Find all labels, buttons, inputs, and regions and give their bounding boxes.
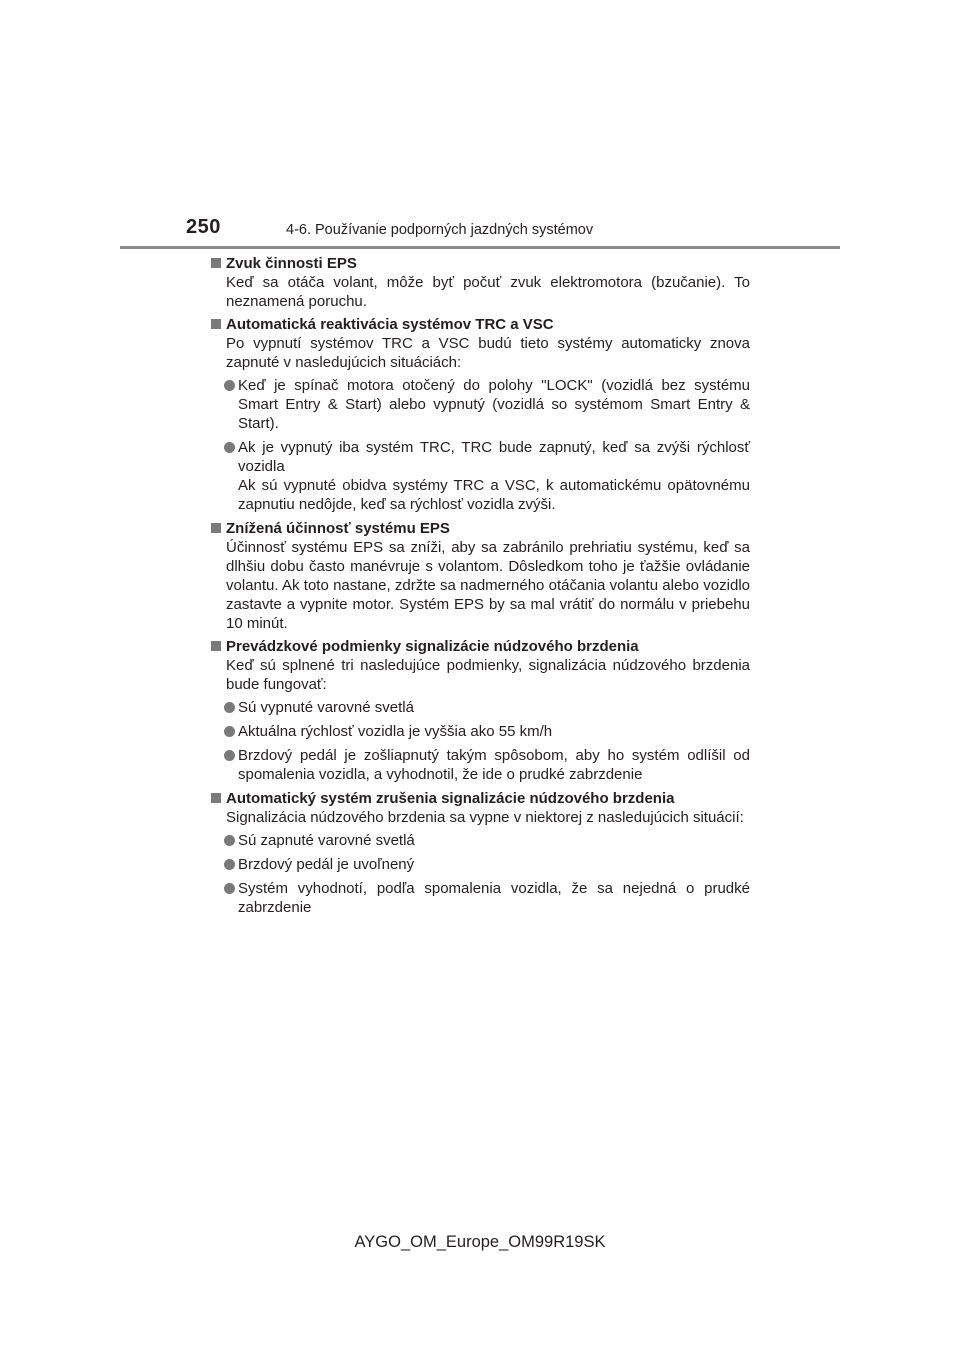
section-title: [210, 315, 750, 334]
section-paragraph: Účinnosť systému EPS sa zníži, aby sa zabránilo prehriatiu systému, keď sa dlhšiu dobu často manévruje s volantom. Dôsledkom toho je ťažšie ovládanie volantu. Ak toto nastane, zdržte sa nadmerného otáčania volantu alebo vozidlo zastavte a vypnite motor. Systém EPS by sa mal vrátiť do normálu v priebehu 10 minút.: [226, 539, 750, 632]
footer-doc-id: AYGO_OM_Europe_OM99R19SK: [354, 1233, 606, 1251]
circle-bullet-icon: [224, 702, 235, 713]
list-item-text: Keď je spínač motora otočený do polohy "LOCK" (vozidlá bez systému Smart Entry & Start) alebo vypnutý (vozidlá so systémom Smart Entry & Start).: [238, 377, 750, 432]
circle-bullet-icon: [224, 883, 235, 894]
section-title-text: Prevádzkové podmienky signalizácie núdzového brzdenia: [226, 638, 639, 655]
list-item: [210, 855, 750, 874]
list-item: [210, 376, 750, 433]
chapter-title: 4-6. Používanie podporných jazdných systémov: [286, 222, 594, 238]
page-content: [210, 254, 750, 922]
square-bullet-icon: [211, 319, 221, 329]
section-paragraph: Keď sa otáča volant, môže byť počuť zvuk elektromotora (bzučanie). To neznamená poruchu.: [226, 274, 750, 310]
section: [210, 789, 750, 917]
list-item-text: Aktuálna rýchlosť vozidla je vyššia ako 55 km/h: [238, 723, 553, 740]
list-item-text: Ak je vypnutý iba systém TRC, TRC bude zapnutý, keď sa zvýši rýchlosť vozidla: [238, 439, 750, 475]
page-number: 250: [186, 216, 221, 238]
section-title: [210, 789, 750, 808]
list-item-text: Systém vyhodnotí, podľa spomalenia vozidla, že sa nejedná o prudké zabrzdenie: [238, 880, 750, 916]
section: [210, 519, 750, 633]
section-title-text: Znížená účinnosť systému EPS: [226, 520, 450, 537]
list-item-text: Sú vypnuté varovné svetlá: [238, 699, 414, 716]
circle-bullet-icon: [224, 859, 235, 870]
page-header: [120, 212, 840, 249]
list-item: [210, 831, 750, 850]
section: [210, 637, 750, 784]
section-title: [210, 519, 750, 538]
circle-bullet-icon: [224, 380, 235, 391]
list-item: [210, 722, 750, 741]
list-item-text: Sú zapnuté varovné svetlá: [238, 832, 415, 849]
section-paragraph: Signalizácia núdzového brzdenia sa vypne v niektorej z nasledujúcich situácií:: [226, 809, 744, 826]
square-bullet-icon: [211, 793, 221, 803]
section: [210, 315, 750, 514]
list-item-note: Ak sú vypnuté obidva systémy TRC a VSC, k automatickému opätovnému zapnutiu nedôjde, keď sa rýchlosť vozidla zvýši.: [238, 477, 750, 513]
list-item-text: Brzdový pedál je zošliapnutý takým spôsobom, aby ho systém odlíšil od spomalenia vozidla, a vyhodnotil, že ide o prudké zabrzdenie: [238, 747, 750, 783]
section-title-text: Automatický systém zrušenia signalizácie núdzového brzdenia: [226, 790, 675, 807]
square-bullet-icon: [211, 258, 221, 268]
list-item: [210, 879, 750, 917]
circle-bullet-icon: [224, 442, 235, 453]
circle-bullet-icon: [224, 750, 235, 761]
list-item-text: Brzdový pedál je uvoľnený: [238, 856, 415, 873]
section-paragraph: Keď sú splnené tri nasledujúce podmienky, signalizácia núdzového brzdenia bude fungovať:: [226, 657, 750, 693]
square-bullet-icon: [211, 641, 221, 651]
section-title: [210, 637, 750, 656]
section-title-text: Zvuk činnosti EPS: [226, 255, 357, 272]
list-item: [210, 698, 750, 717]
section-paragraph: Po vypnutí systémov TRC a VSC budú tieto systémy automaticky znova zapnuté v nasledujúcich situáciách:: [226, 335, 750, 371]
circle-bullet-icon: [224, 835, 235, 846]
list-item: [210, 438, 750, 514]
list-item: [210, 746, 750, 784]
circle-bullet-icon: [224, 726, 235, 737]
section-title: [210, 254, 750, 273]
section-title-text: Automatická reaktivácia systémov TRC a VSC: [226, 316, 554, 333]
square-bullet-icon: [211, 523, 221, 533]
section: [210, 254, 750, 311]
